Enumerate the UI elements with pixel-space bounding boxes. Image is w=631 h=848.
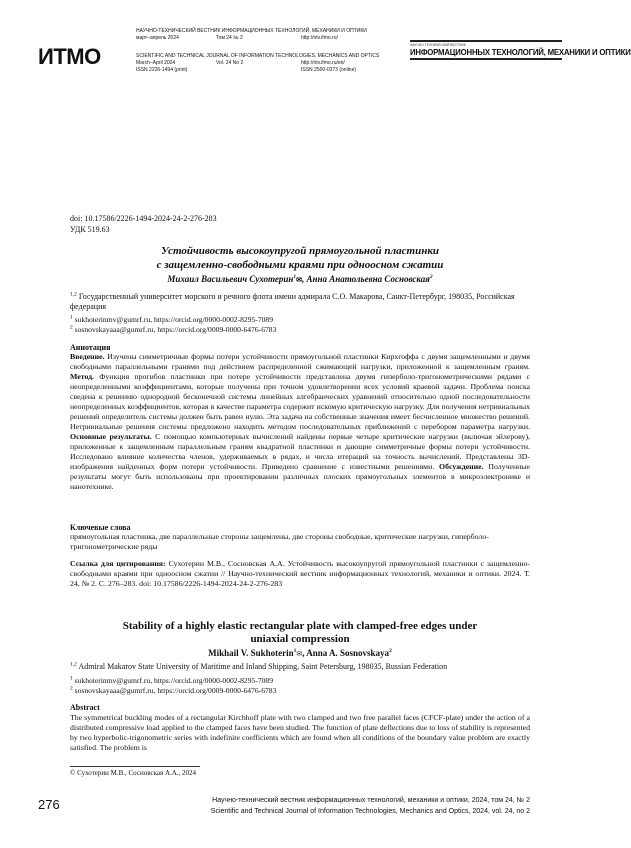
- email2-ru-sup: 2: [70, 323, 73, 330]
- abs-intro-label: Введение.: [70, 352, 105, 361]
- author1-en-sup: 1: [293, 648, 297, 654]
- page-number: 276: [38, 797, 60, 812]
- authors-ru: Михаил Васильевич Сухотерин$^1$✉, Анна Анатольевна Сосновская$^2$: [167, 274, 433, 284]
- envelope-icon: ✉: [296, 650, 303, 658]
- doi[interactable]: doi: 10.17586/2226-1494-2024-24-2-276-283: [70, 214, 217, 223]
- email1-ru-sup: 1: [70, 314, 73, 321]
- title-en-line1: Stability of a highly elastic rectangular plate with clamped-free edges under: [122, 620, 478, 632]
- citation-label-ru: Ссылка для цитирования:: [70, 559, 166, 568]
- abstract-ru: [70, 352, 530, 492]
- email1-en[interactable]: sukhoterinmv@gumrf.ru, https://orcid.org/0000-0002-8295-7089: [74, 676, 274, 685]
- keywords-heading-ru: Ключевые слова: [70, 523, 131, 532]
- abs-method-label: Метод.: [70, 372, 95, 381]
- affiliation-ru: [70, 292, 530, 312]
- email2-ru[interactable]: sosnovskayaaa@gumrf.ru, https://orcid.org/0009-0000-6476-6783: [74, 324, 277, 334]
- journal-logo-bar-top: [410, 40, 562, 42]
- affiliation-ru-text: Государственный университет морского и речного флота имени адмирала С.О. Макарова, Санкт-Петербург, 198035, Российская федерация: [70, 292, 515, 311]
- author2-en-sup: 2: [389, 648, 392, 654]
- copyright: © Сухотерин М.В., Сосновская А.А., 2024: [70, 769, 197, 777]
- abstract-heading-ru: Аннотация: [70, 343, 111, 352]
- authors-en: Mikhail V. Sukhoterin$^1$✉, Anna A. Sosnovskaya$^2$: [208, 648, 392, 658]
- issn-print: ISSN 2226-1494 (print): [136, 67, 188, 73]
- title-en-line2: uniaxial compression: [250, 633, 350, 645]
- citation-ru: [70, 559, 530, 589]
- author1-ru-sup: 1: [293, 274, 297, 280]
- issue-volume-ru: Том 24 № 2: [216, 35, 243, 41]
- affiliation-en-text: Admiral Makarov State University of Maritime and Inland Shipping, Saint Petersburg, 198035, Russian Federation: [78, 662, 448, 671]
- title-ru-line2: с защемленно-свободными краями при одноосном сжатии: [156, 259, 444, 271]
- aff-ru-sup: 1,2: [70, 291, 77, 298]
- issn-online: ISSN 2500-0373 (online): [301, 67, 357, 73]
- email2-en[interactable]: sosnovskayaaa@gumrf.ru, https://orcid.org/0009-0000-6476-6783: [74, 685, 277, 695]
- author1-ru: Михаил Васильевич Сухотерин: [167, 274, 294, 284]
- abs-results-label: Основные результаты.: [70, 432, 152, 441]
- author2-ru-sup: 2: [429, 274, 433, 280]
- header-ru-block: [136, 28, 406, 42]
- title-ru: [70, 244, 530, 272]
- envelope-icon: ✉: [296, 276, 303, 284]
- keywords-ru: прямоугольная пластинка, две параллельные стороны защемлены, две стороны свободные, критические нагрузки, гиперболо-тригонометрические ряды: [70, 532, 489, 551]
- footer-line-ru: Научно-технический вестник информационных технологий, механики и оптики, 2024, том 24, № 2: [212, 797, 530, 804]
- abs-discussion: Полученные результаты могут быть использованы при проектировании различных плоских прямоугольных элементов в микроэлектронике и нанотехнике.: [70, 462, 531, 491]
- page-footer: [140, 795, 530, 817]
- abs-discussion-label: Обсуждение.: [439, 462, 484, 471]
- issue-volume-en: Vol. 24 No 2: [216, 60, 244, 66]
- citation-text-ru: Сухотерин М.В., Сосновская А.А. Устойчивость высокоупругой прямоугольной пластинки с защемленно-свободными краями при одноосном сжатии // Научно-технический вестник информационных технологий, механики и оптики. 2024. Т. 24, № 2. С. 276–283. doi: 10.17586/2226-1494-2024-24-2-276-283: [70, 559, 530, 588]
- journal-logo: [410, 40, 631, 62]
- author2-en: Anna A. Sosnovskaya: [306, 648, 390, 658]
- email1-en-sup: 1: [70, 675, 73, 682]
- udk: УДК 519.63: [70, 225, 110, 234]
- title-ru-line1: Устойчивость высокоупругой прямоугольной пластинки: [160, 245, 440, 257]
- email1-ru[interactable]: sukhoterinmv@gumrf.ru, https://orcid.org/0000-0002-8295-7089: [74, 315, 274, 324]
- journal-logo-big-text: ИНФОРМАЦИОННЫХ ТЕХНОЛОГИЙ, МЕХАНИКИ И ОПТИКИ: [410, 48, 631, 57]
- journal-url-ru[interactable]: http://ntv.ifmo.ru/: [301, 35, 338, 41]
- header-en-block: [136, 53, 406, 74]
- footnote-divider: [70, 766, 200, 767]
- journal-url-en[interactable]: http://ntv.ifmo.ru/en/: [301, 60, 345, 66]
- email2-en-sup: 2: [70, 684, 73, 691]
- journal-logo-bar-bottom: [410, 58, 562, 60]
- abs-results: С помощью компьютерных вычислений найдены первые четыре критические нагрузки (включая эйлерову), приложенные к защемленным параллельным граням квадратной пластинки и дающие симметричные формы потери устойчивости. Исследовано влияние количества членов, удерживаемых в рядах, и числа итераций на точность вычислений. Представлены 3D-изображения найденных форм потери устойчивости. Приведено сравнение с известными решениями.: [70, 432, 530, 471]
- affiliation-en: [70, 662, 530, 672]
- abs-intro: Изучены симметричные формы потери устойчивости прямоугольной пластинки Кирхгоффа с двумя защемленными и двумя свободными параллельными гранями под действием распределенной сжимающей нагрузки, приложенной к защемленным граням.: [70, 352, 530, 371]
- issue-date-ru: март–апрель 2024: [136, 35, 179, 41]
- abstract-en: The symmetrical buckling modes of a rectangular Kirchhoff plate with two clamped and two free parallel faces (CFCF-plate) under the action of a distributed compressive load applied to the clamped faces have been studied. The function of plate deflections due to loss of stability is represented by two hyperbolic-trigonometric series with indefinite coefficients which are found when all conditions of the boundary value problem are exactly satisfied. The problem is: [70, 713, 530, 752]
- author2-ru: Анна Анатольевна Сосновская: [306, 274, 430, 284]
- itmo-logo: ИTMO: [38, 44, 101, 69]
- aff-en-sup: 1,2: [70, 661, 77, 668]
- journal-logo-small-text: НАУЧНО-ТЕХНИЧЕСКИЙ ВЕСТНИК: [410, 43, 466, 47]
- emails-en: [70, 676, 530, 695]
- issue-date-en: March–April 2024: [136, 60, 176, 66]
- journal-title-en: SCIENTIFIC AND TECHNICAL JOURNAL OF INFORMATION TECHNOLOGIES, MECHANICS AND OPTICS: [136, 53, 380, 59]
- footer-line-en: Scientific and Technical Journal of Information Technologies, Mechanics and Optics, 2024, vol. 24, no 2: [210, 808, 530, 815]
- title-en: [70, 620, 530, 646]
- author1-en: Mikhail V. Sukhoterin: [208, 648, 294, 658]
- emails-ru: [70, 315, 530, 334]
- journal-title-ru: НАУЧНО-ТЕХНИЧЕСКИЙ ВЕСТНИК ИНФОРМАЦИОННЫХ ТЕХНОЛОГИЙ, МЕХАНИКИ И ОПТИКИ: [136, 28, 367, 34]
- abstract-heading-en: Abstract: [70, 703, 100, 712]
- abs-method: Функция прогибов пластинки при потере устойчивости представлена двумя гиперболо-тригонометрическими рядами с неопределенными коэффициентами, которые получены при точном удовлетворении всех условий краевой задачи. Проблема поиска сведена к решению однородной бесконечной системы линейных алгебраических уравнений относительно одной последовательности неопределенных коэффициентов, которая в качестве параметра содержит искомую критическую нагрузку. Для получения нетривиальных решений определитель системы должен быть равен нулю. Эта задача на собственные значения имеет бесчисленное множество решений. Нетривиальные решения системы предложено находить методом последовательных приближений с перебором параметра нагрузки.: [70, 372, 530, 431]
